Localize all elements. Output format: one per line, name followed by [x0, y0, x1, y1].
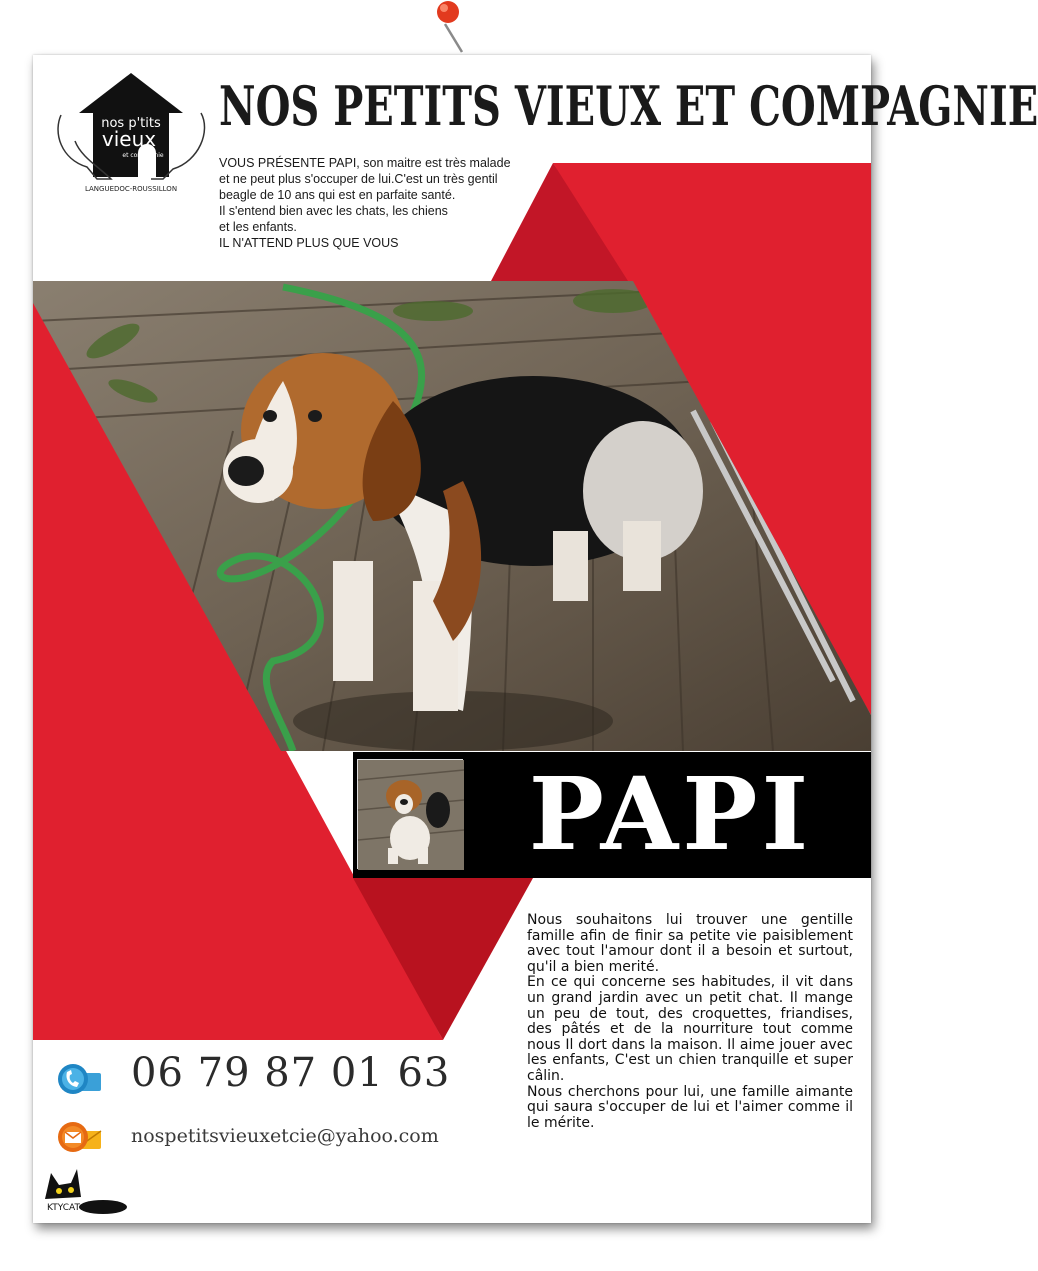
intro-text: [219, 155, 549, 251]
dog-name: PAPI: [528, 755, 813, 873]
phone-number[interactable]: 06 79 87 01 63: [131, 1050, 451, 1096]
logo-line3: et compagnie: [122, 152, 164, 159]
push-pin-icon: [428, 0, 468, 60]
dog-photo: [33, 281, 871, 751]
description-paragraph: Nous souhaitons lui trouver une gentille famille afin de finir sa petite vie paisiblement avec tout l'amour dont il a besoin et surtout, qu'il a bien merité.: [527, 912, 853, 975]
organization-logo: [51, 71, 211, 199]
logo-line1: nos p'tits: [101, 116, 161, 131]
intro-line: Il s'entend bien avec les chats, les chiens: [219, 204, 448, 218]
description-paragraph: Nous cherchons pour lui, une famille aimante qui saura s'occuper de lui et l'aimer comme il le mérite.: [527, 1083, 853, 1131]
description-paragraph: En ce qui concerne ses habitudes, il vit dans un grand jardin avec un petit chat. Il mange un peu de tout, des croquettes, friandises, des pâtés et de la nourriture tout comme nous Il dort dans la maison. Il aime jouer avec les enfants, C'est un chien tranquille et super câlin.: [527, 974, 853, 1084]
ktycat-logo: [41, 1163, 131, 1215]
intro-line: et ne peut plus s'occuper de lui.C'est un très gentil: [219, 172, 498, 186]
email-address[interactable]: nospetitsvieuxetcie@yahoo.com: [131, 1125, 439, 1147]
brand-label: KTYCAT: [47, 1203, 80, 1213]
adoption-poster: [33, 55, 1038, 1223]
logo-line2: vieux: [101, 127, 157, 151]
intro-line: et les enfants.: [219, 220, 297, 234]
intro-line: beagle de 10 ans qui est en parfaite santé.: [219, 188, 456, 202]
poster-headline: NOS PETITS VIEUX ET COMPAGNIE: [219, 75, 1038, 139]
dog-thumbnail: [357, 759, 463, 869]
intro-line: VOUS PRÉSENTE PAPI, son maitre est très malade: [219, 156, 511, 170]
phone-icon: [55, 1061, 103, 1097]
logo-region: LANGUEDOC-ROUSSILLON: [84, 185, 178, 193]
description-text: [527, 913, 853, 1131]
email-icon: [55, 1119, 103, 1155]
intro-line: IL N'ATTEND PLUS QUE VOUS: [219, 236, 399, 250]
